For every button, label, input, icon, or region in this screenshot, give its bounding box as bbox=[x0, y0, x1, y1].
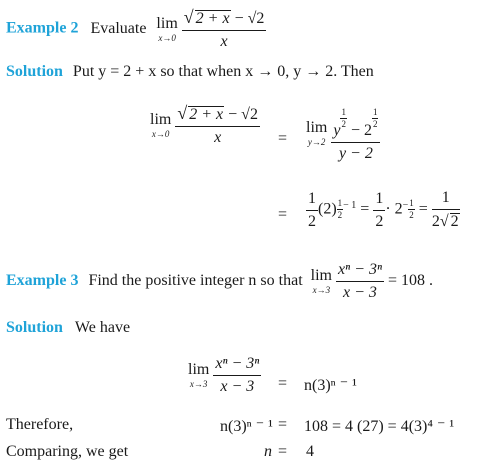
exponent-tail: − 1 bbox=[343, 199, 357, 211]
example2-text: Evaluate bbox=[90, 19, 147, 37]
half-fraction: $\frac{1}{2}$ bbox=[308, 189, 316, 230]
example3-fraction bbox=[336, 262, 384, 301]
therefore-lhs: n(3)ⁿ ⁻ ¹ bbox=[220, 418, 273, 435]
example3-label: Example 3 bbox=[6, 272, 79, 290]
denominator: x − 3 bbox=[343, 284, 377, 301]
sqrt-symbol: √ bbox=[439, 213, 449, 230]
example3-rhs: = 108 . bbox=[387, 272, 434, 290]
lim-word: lim bbox=[150, 110, 172, 128]
step1-rhs bbox=[306, 104, 380, 162]
exponent-half: $\frac{1}{2}$ bbox=[372, 107, 378, 129]
numerator: xⁿ − 3ⁿ bbox=[336, 262, 384, 282]
step3-equals: = bbox=[278, 375, 288, 392]
step2-rhs bbox=[306, 190, 460, 230]
solution1-text: Put y = 2 + x so that when x → 0, y → 2. Then bbox=[72, 63, 374, 80]
neg-sign: − bbox=[402, 199, 409, 211]
example2-label: Example 2 bbox=[6, 19, 79, 37]
lim-word: lim bbox=[188, 361, 210, 378]
step3-lhs bbox=[188, 356, 261, 395]
denominator: x − 3 bbox=[220, 378, 255, 395]
lim-subscript: x→0 bbox=[151, 128, 170, 139]
comparing-equals: = bbox=[278, 443, 288, 460]
solution1-line bbox=[6, 63, 374, 81]
solution2-label: Solution bbox=[6, 319, 63, 336]
lim-word: lim bbox=[310, 267, 332, 284]
dot-two: · 2 bbox=[385, 200, 403, 218]
base-two: (2) bbox=[318, 200, 337, 218]
therefore-rhs: 108 = 4 (27) = 4(3)⁴ ⁻ ¹ bbox=[304, 418, 455, 435]
exponent-half: $\frac{1}{2}$ bbox=[337, 198, 343, 220]
example3-text: Find the positive integer n so that bbox=[88, 272, 303, 290]
equals: = bbox=[418, 200, 428, 218]
lim-word: lim bbox=[156, 14, 178, 32]
equals: = bbox=[360, 200, 370, 218]
exponent-half: $\frac{1}{2}$ bbox=[409, 198, 414, 220]
minus-two: − 2 bbox=[350, 122, 372, 139]
example3-limit bbox=[311, 268, 332, 295]
step1-lhs-fraction bbox=[175, 104, 260, 146]
step1-lhs-limit bbox=[150, 112, 171, 139]
denominator: x bbox=[214, 129, 222, 146]
example3-line bbox=[6, 262, 433, 301]
step1-rhs-fraction bbox=[331, 104, 380, 162]
denominator: y − 2 bbox=[338, 145, 373, 162]
step3-fraction bbox=[213, 356, 261, 395]
numerator-rest: − √2 bbox=[228, 106, 258, 123]
lim-subscript: y→2 bbox=[307, 136, 326, 147]
numerator-rest: − √2 bbox=[234, 10, 265, 27]
step3-limit bbox=[188, 362, 209, 389]
solution2-line bbox=[6, 319, 130, 337]
base-y: y bbox=[333, 122, 341, 139]
step1-lhs bbox=[150, 104, 260, 146]
comparing-lhs: n bbox=[264, 443, 272, 460]
example2-fraction bbox=[182, 8, 267, 50]
solution1-label: Solution bbox=[6, 63, 63, 80]
half-fraction: $\frac{1}{2}$ bbox=[375, 189, 384, 230]
step1-equals: = bbox=[278, 130, 288, 147]
final-fraction: $\frac{1}{2√ 2}$ bbox=[431, 189, 459, 230]
step1-rhs-limit bbox=[306, 120, 327, 147]
exponent-half: $\frac{1}{2}$ bbox=[341, 107, 346, 129]
step2-equals: = bbox=[278, 206, 288, 223]
therefore-equals: = bbox=[278, 416, 288, 433]
comparing-label: Comparing, we get bbox=[6, 443, 129, 460]
sqrt-symbol: √ bbox=[183, 7, 194, 27]
lim-subscript: x→0 bbox=[158, 32, 176, 43]
lim-subscript: x→3 bbox=[189, 379, 208, 389]
comparing-rhs: 4 bbox=[306, 443, 314, 460]
lim-word: lim bbox=[306, 118, 328, 136]
radicand: 2 + x bbox=[189, 106, 224, 123]
step3-rhs: n(3)ⁿ ⁻ ¹ bbox=[304, 377, 357, 394]
therefore-label: Therefore, bbox=[6, 416, 74, 433]
lim-subscript: x→3 bbox=[312, 285, 331, 295]
numerator: xⁿ − 3ⁿ bbox=[213, 356, 261, 376]
radicand: 2 + x bbox=[195, 10, 230, 27]
example2-limit bbox=[156, 16, 177, 43]
solution2-text: We have bbox=[74, 319, 131, 336]
example2-line bbox=[6, 8, 266, 50]
denominator: x bbox=[220, 33, 228, 50]
sqrt-symbol: √ bbox=[177, 103, 188, 123]
